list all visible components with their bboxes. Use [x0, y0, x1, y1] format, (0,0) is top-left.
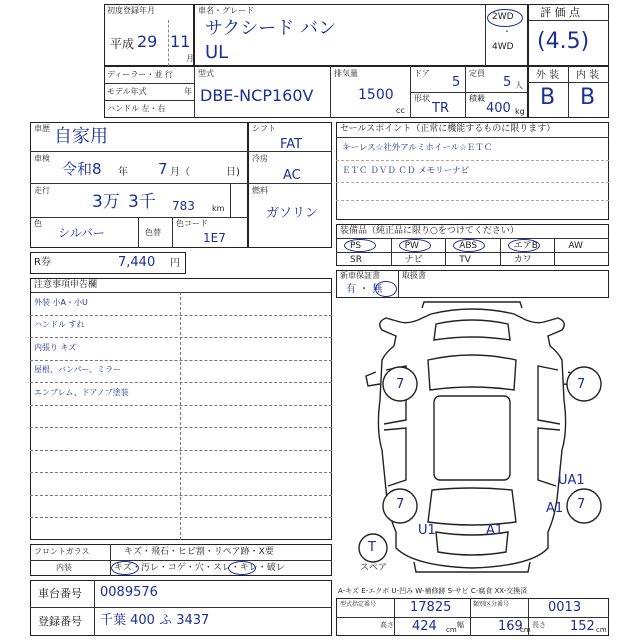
- manual-label: 取扱書: [402, 271, 426, 280]
- sales-line-2: ＥＴＣ ＤＶＤ ＣＤ メモリーナビ: [342, 166, 470, 176]
- interior-grade: B: [580, 85, 596, 110]
- color-code: 1E7: [203, 231, 226, 245]
- mileage-label: 走行: [34, 186, 50, 195]
- exterior-label: 外 装: [536, 70, 560, 81]
- damage-legend: A-キズ E-エクボ U-凹み W-補修跡 S-サビ C-腐食 XX-交換済: [338, 587, 528, 595]
- first-reg-label: 初度登録年月: [107, 6, 155, 15]
- length: 424: [412, 619, 437, 634]
- grade: UL: [205, 42, 229, 63]
- equipment-circle: [399, 239, 431, 252]
- drive-2wd: 2WD: [492, 12, 514, 22]
- warranty-label: 新車保証書: [340, 271, 380, 280]
- note-line: 屋根、バンパー、ミラー: [34, 365, 122, 374]
- displacement-label: 排気量: [334, 69, 358, 78]
- front-glass-label: フロントガラス: [34, 547, 90, 556]
- note-line: 内張り キズ: [34, 342, 77, 352]
- l-label: 長さ: [532, 621, 546, 629]
- score-label: 評 価 点: [540, 6, 580, 19]
- equipment-item: TV: [459, 255, 471, 265]
- f2: 0013: [548, 600, 582, 615]
- note-line: 外装 小A・小U: [34, 297, 88, 307]
- note-line: エンブレム、ドアノブ塗装: [34, 387, 129, 397]
- shift: FAT: [280, 137, 303, 152]
- vehicle-type: 自家用: [54, 126, 108, 147]
- car-diagram: [336, 300, 609, 580]
- spare-tire-label: T: [368, 540, 376, 555]
- fuel: ガソリン: [266, 206, 319, 221]
- f1-label: 型式指定番号: [340, 601, 377, 608]
- interior-note-label: 内装: [56, 563, 72, 572]
- interior-label: 内 装: [576, 70, 600, 81]
- spare-text: スペア: [360, 563, 388, 573]
- sales-title: セールスポイント（正常に機能するものに限ります）: [340, 124, 556, 134]
- equipment-title: 装備品（純正品に限り○をつけてください）: [340, 226, 519, 236]
- mileage-man: 3万: [92, 192, 120, 212]
- equipment-item: カワ: [513, 255, 532, 265]
- plate: 千葉 400 ふ 3437: [100, 613, 210, 628]
- damage-mark: 7: [577, 377, 586, 392]
- sales-line-1: キーレス☆社外アルミホイール☆ＥＴＣ: [342, 143, 493, 153]
- equipment-circle: [344, 239, 376, 252]
- model-year-label: モデル年式: [107, 87, 147, 96]
- equipment-circle: [508, 239, 540, 252]
- model-code: DBE-NCP160V: [200, 86, 314, 105]
- ac: AC: [283, 168, 301, 183]
- load: 400: [486, 101, 511, 116]
- r-ticket-box: [30, 252, 186, 274]
- ac-label: 冷房: [252, 154, 268, 163]
- interior-circle-1: [111, 561, 139, 575]
- color-label: 色: [34, 219, 42, 228]
- inspection-era: 令和8: [62, 160, 102, 178]
- displacement: 1500: [358, 87, 394, 103]
- load-label: 積載: [469, 94, 485, 103]
- equipment-item: ナビ: [404, 255, 423, 265]
- r-value: 7,440: [118, 255, 156, 270]
- notes-title: 注意事項申告欄: [34, 280, 98, 290]
- damage-mark: 7: [396, 497, 405, 512]
- equipment-item: SR: [350, 255, 362, 265]
- damage-mark: A1: [546, 501, 564, 516]
- damage-mark: A1: [486, 523, 504, 538]
- car-name: サクシード バン: [205, 18, 337, 39]
- reg-month: 11: [170, 32, 191, 51]
- model-label: 型式: [198, 69, 214, 78]
- r-label: R券: [34, 257, 51, 268]
- shape-label: 形状: [414, 94, 430, 103]
- dealer-label: ディーラー・並 行: [107, 70, 173, 79]
- fuel-label: 燃料: [252, 186, 268, 195]
- month-unit: 月: [186, 54, 194, 63]
- score-value: (4.5): [537, 29, 590, 54]
- handle-label: ハンドル 左・右: [107, 104, 166, 113]
- inspection-month: 7: [158, 160, 168, 178]
- doors: 5: [452, 75, 461, 90]
- interior-note-value: キズ・汚レ・コゲ・穴・スレ・キレ・破レ: [114, 563, 285, 573]
- damage-mark: 7: [577, 497, 586, 512]
- mileage-sen: 3千: [128, 192, 156, 212]
- width: 169: [498, 619, 523, 634]
- door-label: ドア: [414, 69, 430, 78]
- equipment-item: AW: [568, 241, 583, 251]
- inspection-label: 車検: [34, 154, 50, 163]
- color-code-label: 色コード: [176, 219, 208, 228]
- warranty-value: 有 ・ 無: [346, 284, 383, 295]
- color-change-label: 色替: [145, 228, 161, 237]
- equipment-item: PS: [350, 241, 362, 251]
- front-glass-value: キズ・飛石・ヒビ割・リペア跡・X要: [124, 547, 274, 557]
- plate-label: 登録番号: [38, 615, 82, 628]
- h-label: 高さ: [380, 621, 394, 629]
- drive-4wd: 4WD: [492, 42, 514, 52]
- f1: 17825: [410, 600, 452, 615]
- mileage-rest: 783: [172, 199, 195, 213]
- warranty-circle: [375, 281, 397, 297]
- shape: TR: [432, 101, 449, 116]
- equipment-circle: [453, 239, 485, 252]
- chassis: 0089576: [100, 585, 158, 600]
- damage-mark: 7: [396, 377, 405, 392]
- w-label: 幅: [457, 621, 464, 629]
- notes-box: [30, 278, 332, 540]
- equipment-item: エアB: [513, 241, 538, 251]
- height: 152: [570, 619, 595, 634]
- car-name-label: 車名・グレード: [198, 6, 254, 15]
- note-line: ハンドル すれ: [34, 320, 85, 329]
- capacity: 5: [503, 75, 512, 90]
- type-label: 車歴: [34, 124, 50, 133]
- chassis-label: 車台番号: [38, 587, 82, 600]
- shift-label: シフト: [252, 124, 276, 133]
- damage-mark: UA1: [558, 473, 585, 488]
- exterior-grade: B: [540, 85, 556, 110]
- color: シルバー: [58, 226, 105, 240]
- era: 平成: [110, 37, 135, 51]
- reg-year: 29: [137, 32, 158, 51]
- interior-circle-2: [228, 561, 256, 575]
- damage-mark: U1: [418, 523, 436, 538]
- equipment-item: ABS: [459, 241, 478, 251]
- capacity-label: 定員: [469, 69, 485, 78]
- f2-label: 類別区分番号: [473, 601, 510, 608]
- equipment-item: PW: [404, 241, 419, 251]
